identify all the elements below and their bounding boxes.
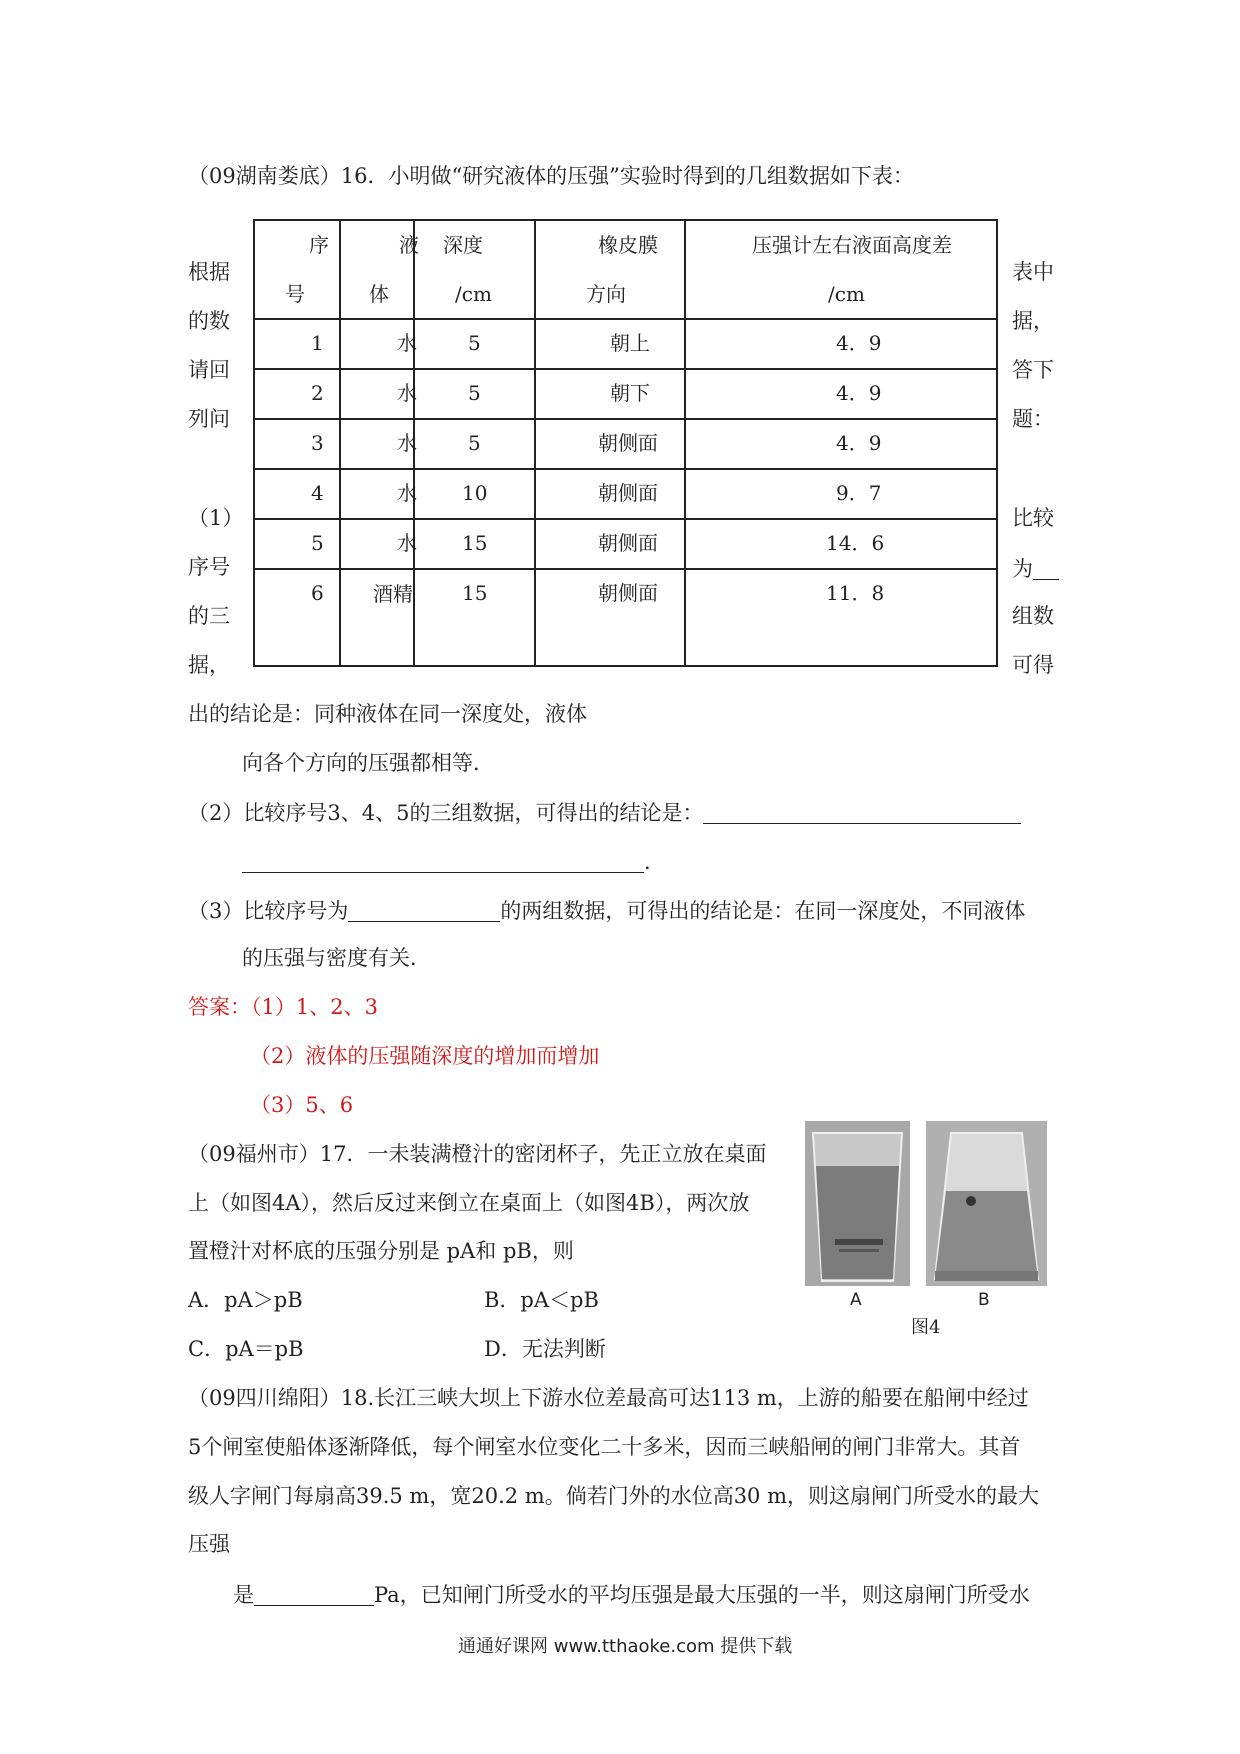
cup-upright-illustration [805, 1121, 910, 1286]
left-fragment: 的数 [188, 309, 230, 333]
header-cell [535, 220, 685, 319]
q16-p3-line2: 的压强与密度有关． [242, 946, 431, 970]
header-diff-1: 压强计左右液面高度差 [752, 233, 952, 257]
left-fragment: 据， [188, 653, 230, 677]
q17-option-a: A．pA＞pB [188, 1288, 303, 1312]
cell-direction: 朝侧面 [598, 481, 658, 505]
fig-label-b: B [978, 1290, 990, 1310]
cell-seq: 3 [311, 431, 324, 455]
table-header-row [254, 220, 997, 319]
q18-line5-suffix: Pa，已知闸门所受水的平均压强是最大压强的一半，则这扇闸门所受水 [374, 1583, 1030, 1607]
cell-liquid: 水 [397, 431, 417, 455]
cell-diff: 14．6 [826, 531, 885, 555]
right-fragment [1012, 557, 1059, 580]
cell-depth: 15 [462, 531, 488, 555]
q16-p1-line2: 向各个方向的压强都相等． [242, 751, 494, 775]
q18-line5 [233, 1583, 1030, 1606]
table-row [254, 419, 997, 469]
answer-line1 [188, 997, 378, 1018]
cell-liquid: 水 [397, 531, 417, 555]
answer-label: 答案： [188, 995, 251, 1019]
answer-1: （1）1、2、3 [251, 995, 378, 1019]
cell-liquid: 水 [397, 331, 417, 355]
cell-diff: 11．8 [826, 581, 885, 605]
cell-diff: 4．9 [836, 431, 882, 455]
q18-line1: （09四川绵阳）18.长江三峡大坝上下游水位差最高可达113 m，上游的船要在船闸中经过 [188, 1386, 1029, 1410]
q16-p3-prefix: （3）比较序号为 [188, 899, 349, 923]
cell-depth: 15 [462, 581, 488, 605]
left-fragment: （1） [188, 506, 244, 530]
data-table [253, 219, 998, 667]
photo-cup-inverted [926, 1121, 1047, 1286]
answer-blank [348, 899, 500, 922]
cell-seq: 4 [311, 481, 324, 505]
q17-option-d: D．无法判断 [484, 1337, 606, 1361]
right-fragment: 据， [1012, 309, 1054, 333]
q17-line2: 上（如图4A），然后反过来倒立在桌面上（如图4B），两次放 [188, 1191, 750, 1215]
q16-p3 [188, 899, 1025, 922]
cup-inverted-illustration [926, 1121, 1047, 1286]
cell-liquid: 水 [397, 481, 417, 505]
fig-label-a: A [850, 1290, 862, 1310]
table-row [254, 519, 997, 569]
header-cell [254, 220, 340, 319]
answer-blank [254, 1583, 374, 1606]
q16-p2-end: . [644, 850, 651, 874]
cell-seq: 2 [311, 381, 324, 405]
q16-p2-cont [242, 850, 651, 873]
page-footer: 通通好课网 www.tthaoke.com 提供下载 [458, 1636, 793, 1657]
header-cell [340, 220, 419, 319]
q17-option-c: C．pA＝pB [188, 1337, 304, 1361]
answer-2: （2）液体的压强随深度的增加而增加 [250, 1044, 600, 1068]
cell-liquid: 酒精 [373, 582, 413, 606]
right-fragment: 题： [1012, 407, 1054, 431]
header-liquid-1: 液 [399, 233, 419, 257]
answer-blank [1033, 557, 1059, 580]
q16-p2 [188, 801, 1021, 824]
header-liquid-2: 体 [369, 282, 389, 306]
table-row [254, 319, 997, 369]
cell-seq: 1 [311, 331, 324, 355]
answer-blank [242, 850, 644, 873]
table-row [254, 569, 997, 666]
cell-depth: 5 [468, 381, 481, 405]
q16-p2-text: （2）比较序号3、4、5的三组数据，可得出的结论是： [188, 801, 704, 825]
q18-line2: 5个闸室使船体逐渐降低，每个闸室水位变化二十多米，因而三峡船闸的闸门非常大。其首 [188, 1435, 1021, 1459]
q16-intro: （09湖南娄底）16．小明做“研究液体的压强”实验时得到的几组数据如下表： [188, 164, 914, 188]
header-cell [414, 220, 535, 319]
cell-diff: 4．9 [836, 331, 882, 355]
q17-option-b: B．pA＜pB [484, 1288, 599, 1312]
q18-line4: 压强 [188, 1532, 230, 1556]
header-diff-2: /cm [828, 282, 865, 306]
header-seq-1: 序 [309, 233, 329, 257]
right-fragment: 答下 [1012, 358, 1054, 382]
answer-blank [703, 801, 1021, 824]
header-cell [685, 220, 997, 319]
cell-direction: 朝上 [610, 331, 650, 355]
fig-caption: 图4 [911, 1317, 941, 1338]
cell-seq: 5 [311, 531, 324, 555]
q17-line3: 置橙汁对杯底的压强分别是 pA和 pB，则 [188, 1239, 574, 1263]
right-fragment: 比较 [1012, 506, 1054, 530]
answer-3: （3）5、6 [250, 1093, 354, 1117]
table-row [254, 369, 997, 419]
q17-line1: （09福州市）17．一未装满橙汁的密闭杯子，先正立放在桌面 [188, 1142, 767, 1166]
cell-depth: 10 [462, 481, 488, 505]
left-fragment: 根据 [188, 260, 230, 284]
left-fragment: 的三 [188, 604, 230, 628]
cell-direction: 朝侧面 [598, 431, 658, 455]
right-fragment: 可得 [1012, 653, 1054, 677]
photo-cup-upright [805, 1121, 910, 1286]
cell-diff: 4．9 [836, 381, 882, 405]
header-depth-1: 深度 [443, 233, 483, 257]
right-fragment: 组数 [1012, 604, 1054, 628]
left-fragment: 列问 [188, 407, 230, 431]
cell-direction: 朝侧面 [598, 581, 658, 605]
table-row [254, 469, 997, 519]
header-dir-1: 橡皮膜 [598, 233, 658, 257]
q16-p1-line1: 出的结论是：同种液体在同一深度处，液体 [188, 702, 587, 726]
header-seq-2: 号 [285, 282, 305, 306]
left-fragment: 请回 [188, 358, 230, 382]
q18-line3: 级人字闸门每扇高39.5 m，宽20.2 m。倘若门外的水位高30 m，则这扇闸门所受水的最大 [188, 1484, 1039, 1508]
cell-liquid: 水 [397, 381, 417, 405]
header-dir-2: 方向 [586, 282, 626, 306]
right-fragment-text: 为 [1012, 557, 1033, 581]
right-fragment: 表中 [1012, 260, 1054, 284]
cell-depth: 5 [468, 331, 481, 355]
header-depth-2: /cm [455, 282, 492, 306]
cell-diff: 9．7 [836, 481, 882, 505]
cell-seq: 6 [311, 581, 324, 605]
q18-line5-prefix: 是 [233, 1583, 254, 1607]
cell-depth: 5 [468, 431, 481, 455]
cell-direction: 朝下 [610, 381, 650, 405]
cell-direction: 朝侧面 [598, 531, 658, 555]
q16-p3-suffix: 的两组数据，可得出的结论是：在同一深度处，不同液体 [500, 899, 1026, 923]
left-fragment: 序号 [188, 555, 230, 579]
